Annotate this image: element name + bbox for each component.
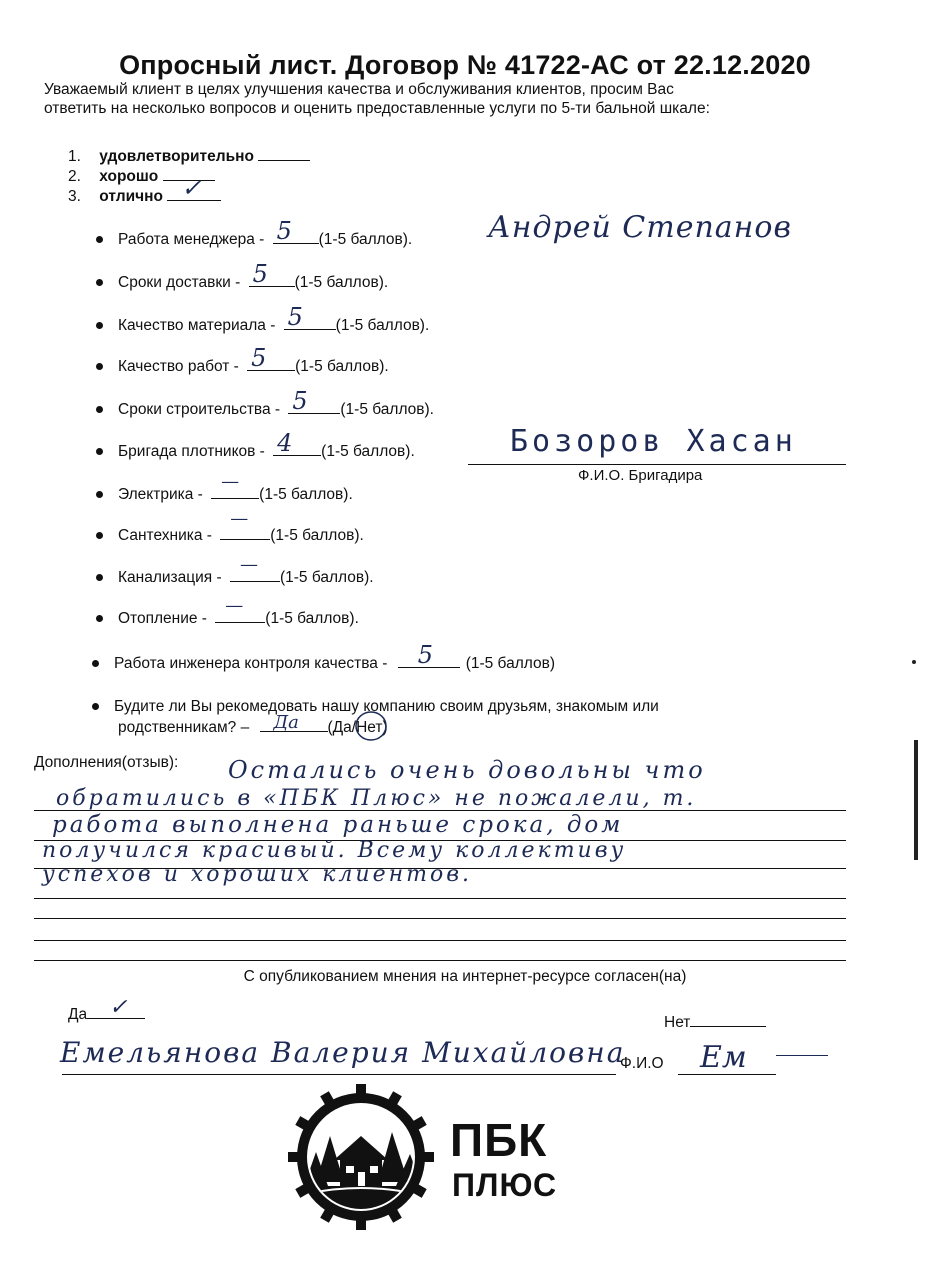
rating-label: Работа инженера контроля качества -: [114, 655, 388, 672]
consent-yes-label: Да: [68, 1006, 88, 1023]
feedback-line: [34, 940, 846, 941]
rating-value: —: [225, 595, 244, 616]
rating-value: —: [221, 471, 240, 492]
bullet-icon: [96, 615, 103, 622]
rating-suffix: (1-5 баллов).: [294, 274, 389, 291]
pbk-gear-logo-icon: [286, 1082, 436, 1232]
scale-num: 1.: [68, 148, 81, 165]
rating-value: 4: [277, 429, 293, 457]
rating-suffix: (1-5 баллов).: [340, 401, 434, 418]
bullet-icon: [96, 236, 103, 243]
checkmark-icon: ✓: [109, 995, 128, 1020]
scale-item-1: [68, 146, 310, 166]
rating-label: Электрика -: [118, 486, 203, 503]
rating-suffix: (1-5 баллов).: [295, 358, 389, 375]
scale-label: отлично: [99, 188, 163, 205]
bullet-icon: [96, 322, 103, 329]
rating-suffix: (1-5 баллов).: [270, 527, 364, 544]
feedback-text-1: Остались очень довольны что: [228, 756, 706, 784]
consent-text: С опубликованием мнения на интернет-ресурсе согласен(на): [243, 968, 687, 985]
rating-carpenters: [96, 429, 415, 461]
bullet-icon: [96, 448, 103, 455]
consent-no-label: Нет: [664, 1014, 691, 1031]
rating-material: [96, 303, 430, 335]
rating-quality-engineer: [92, 641, 555, 673]
feedback-line: [34, 960, 846, 961]
signature-tail: [776, 1055, 828, 1056]
rating-value: —: [239, 554, 258, 575]
rating-works: [96, 344, 389, 376]
rating-label: Сроки доставки -: [118, 274, 241, 291]
foreman-caption: Ф.И.О. Бригадира: [578, 467, 703, 484]
client-name-line: [62, 1074, 616, 1075]
rating-value: 5: [252, 260, 268, 288]
checkmark-icon: ✓: [181, 174, 202, 202]
rating-sewerage: [96, 554, 374, 587]
rating-heating: [96, 595, 359, 628]
recommend-answer-row: [118, 712, 388, 737]
rating-suffix: (1-5 баллов).: [321, 443, 415, 460]
bullet-icon: [96, 491, 103, 498]
feedback-text-3: работа выполнена раньше срока, дом: [52, 812, 624, 838]
rating-label: Сантехника -: [118, 527, 212, 544]
scan-edge-mark: [914, 740, 918, 860]
rating-suffix: (1-5 баллов).: [265, 610, 359, 627]
rating-label: Работа менеджера -: [118, 231, 265, 248]
scale-num: 2.: [68, 168, 81, 185]
recommend-handwritten: Да: [273, 712, 299, 733]
consent-no-line: [690, 1012, 766, 1027]
rating-value: —: [230, 508, 249, 529]
rating-suffix: (1-5 баллов).: [335, 317, 430, 334]
scale-num: 3.: [68, 188, 81, 205]
rating-value: 5: [292, 387, 308, 415]
feedback-line: [34, 898, 846, 899]
da-circle-icon: [354, 708, 388, 742]
bullet-icon: [96, 406, 103, 413]
foreman-name: Бозоров Хасан: [510, 424, 797, 459]
bullet-icon: [96, 574, 103, 581]
rating-value: 5: [276, 217, 292, 245]
rating-delivery: [96, 260, 389, 292]
client-name: Емельянова Валерия Михайловна: [60, 1036, 626, 1069]
bullet-icon: [96, 532, 103, 539]
recommend-line-1: Будите ли Вы рекомедовать нашу компанию своим друзьям, знакомым или: [114, 698, 659, 715]
bullet-icon: [92, 703, 99, 710]
scan-dot: [912, 660, 916, 664]
rating-value: 5: [251, 344, 267, 372]
rating-label: Сроки строительства -: [118, 401, 281, 418]
intro-line-2: ответить на несколько вопросов и оценить предоставленные услуги по 5-ти бальной шкале:: [44, 100, 710, 117]
rating-manager: [96, 217, 413, 249]
scale-label: хорошо: [99, 168, 159, 185]
feedback-line: [34, 918, 846, 919]
bullet-icon: [96, 279, 103, 286]
page-title: Опросный лист. Договор № 41722-АС от 22.12.2020: [119, 50, 811, 80]
client-signature: Ем: [700, 1040, 747, 1075]
manager-name: Андрей Степанов: [488, 210, 792, 245]
foreman-line: [468, 464, 846, 465]
scale-line: [167, 174, 221, 202]
intro-line-1: Уважаемый клиент в целях улучшения качества и обслуживания клиентов, просим Вас: [44, 81, 674, 98]
bullet-icon: [96, 363, 103, 370]
consent-no: [664, 1012, 766, 1032]
rating-construction-time: [96, 387, 434, 419]
rating-suffix: (1-5 баллов).: [318, 231, 413, 248]
rating-label: Бригада плотников -: [118, 443, 265, 460]
bullet-icon: [92, 660, 99, 667]
rating-suffix: (1-5 баллов).: [279, 569, 374, 586]
feedback-text-5: успехов и хороших клиентов.: [42, 862, 473, 887]
rating-electrics: [96, 471, 353, 504]
rating-suffix: (1-5 баллов).: [259, 486, 353, 503]
rating-value: 5: [287, 303, 303, 331]
recommend-options: (Да/Нет): [327, 719, 388, 736]
rating-value: 5: [417, 641, 433, 669]
consent-yes: [68, 995, 145, 1024]
rating-suffix: (1-5 баллов): [465, 655, 555, 672]
logo-text-pbk: ПБК: [450, 1114, 548, 1166]
fio-label: Ф.И.О: [620, 1055, 664, 1072]
logo-text-plus: ПЛЮС: [452, 1167, 558, 1203]
feedback-text-4: получился красивый. Всему коллективу: [42, 838, 627, 863]
rating-plumbing: [96, 508, 364, 545]
feedback-text-2: обратились в «ПБК Плюс» не пожалели, т.: [56, 786, 697, 811]
rating-label: Канализация -: [118, 569, 222, 586]
rating-label: Отопление -: [118, 610, 207, 627]
scale-label: удовлетворительно: [99, 148, 254, 165]
feedback-label: Дополнения(отзыв):: [34, 754, 179, 771]
rating-label: Качество материала -: [118, 317, 276, 334]
rating-label: Качество работ -: [118, 358, 239, 375]
recommend-line-2: родственникам? –: [118, 719, 250, 736]
scale-line: [258, 146, 310, 161]
